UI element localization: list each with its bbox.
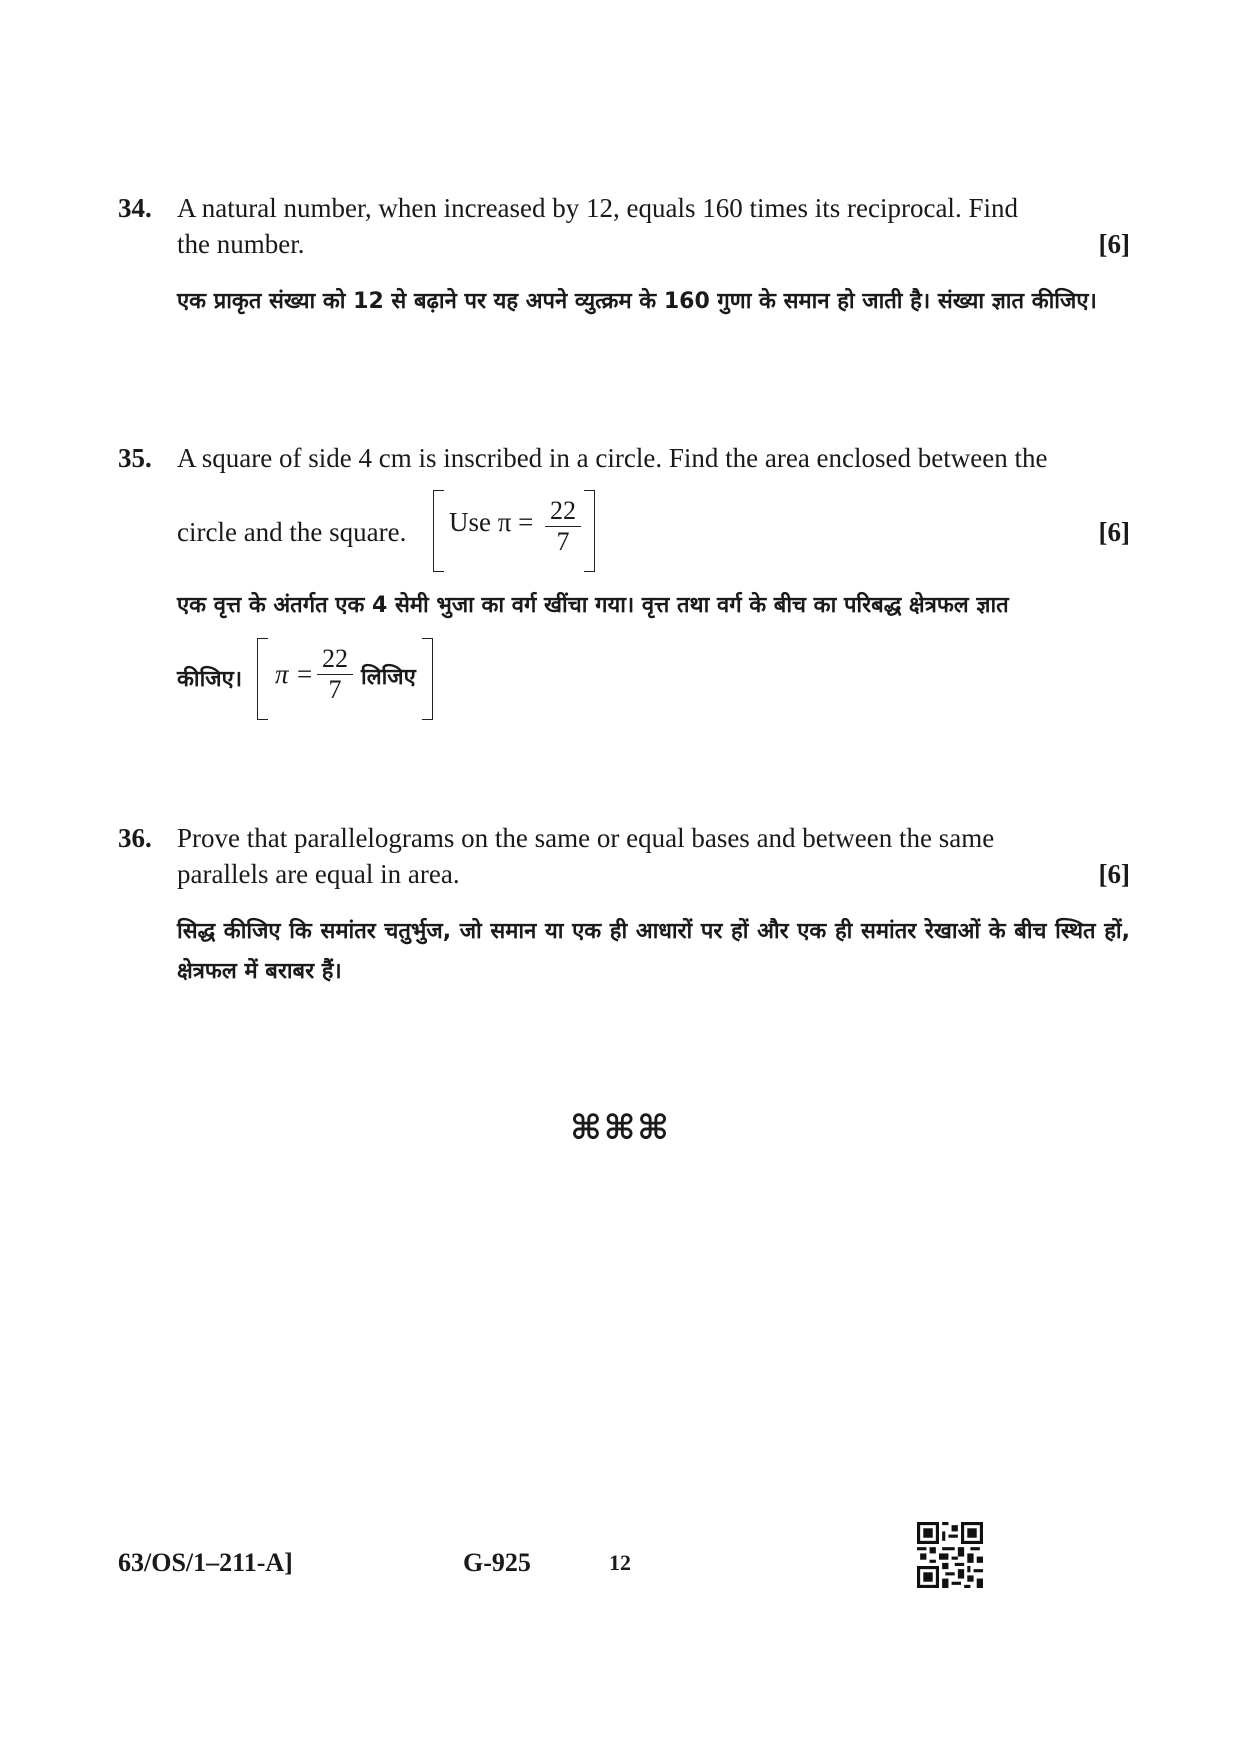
end-of-paper-symbol: ⌘⌘⌘ <box>570 1108 671 1148</box>
english-line-1: Prove that parallelograms on the same or equal bases and between the same <box>177 823 995 853</box>
question-34 <box>118 190 1130 322</box>
question-text-english <box>177 190 1130 262</box>
marks: [6] <box>1098 517 1130 547</box>
question-number: 35. <box>118 443 152 473</box>
qr-code-icon <box>917 1522 983 1588</box>
page-number: 12 <box>609 1550 631 1575</box>
english-line-2: parallels are equal in area. [6] <box>177 856 1130 892</box>
series-code: G-925 <box>463 1548 531 1577</box>
fraction: 22 7 <box>317 644 353 705</box>
english-line-2: circle and the square. Use π = 22 7 [6] <box>177 486 1130 576</box>
pi-hint: Use π = 22 7 <box>433 490 595 570</box>
question-text-hindi: एक प्राकृत संख्या को 12 से बढ़ाने पर यह अपने व्युत्क्रम के 160 गुणा के समान हो जाती है। संख्या ज्ञात कीजिए। <box>177 289 1097 314</box>
question-text-english <box>177 440 1130 576</box>
question-36 <box>118 820 1130 992</box>
left-bracket <box>257 638 268 720</box>
pi-hint-hindi: π = 22 7 लिजिए <box>257 638 433 718</box>
english-line-1: A natural number, when increased by 12, equals 160 times its reciprocal. Find <box>177 193 1018 223</box>
right-bracket <box>422 638 433 720</box>
question-text-hindi: सिद्ध कीजिए कि समांतर चतुर्भुज, जो समान या एक ही आधारों पर हों और एक ही समांतर रेखाओं के बीच स्थित हों, क्षेत्रफल में बराबर हैं। <box>177 919 1130 984</box>
left-bracket <box>433 490 444 572</box>
english-line-1: A square of side 4 cm is inscribed in a circle. Find the area enclosed between the <box>177 443 1048 473</box>
marks: [6] <box>1098 229 1130 259</box>
question-number: 36. <box>118 823 152 853</box>
question-text-hindi-line-2: कीजिए। π = 22 7 लिजिए <box>177 636 1130 726</box>
question-number: 34. <box>118 193 152 223</box>
question-text-hindi: एक वृत्त के अंतर्गत एक 4 सेमी भुजा का वर्ग खींचा गया। वृत्त तथा वर्ग के बीच का परिबद्ध क्षेत्रफल ज्ञात <box>177 593 1009 618</box>
paper-code: 63/OS/1–211-A] <box>118 1548 293 1577</box>
fraction: 22 7 <box>545 496 581 557</box>
question-text-english <box>177 820 1130 892</box>
marks: [6] <box>1098 859 1130 889</box>
english-line-2: the number. [6] <box>177 226 1130 262</box>
question-35 <box>118 440 1130 726</box>
right-bracket <box>584 490 595 572</box>
